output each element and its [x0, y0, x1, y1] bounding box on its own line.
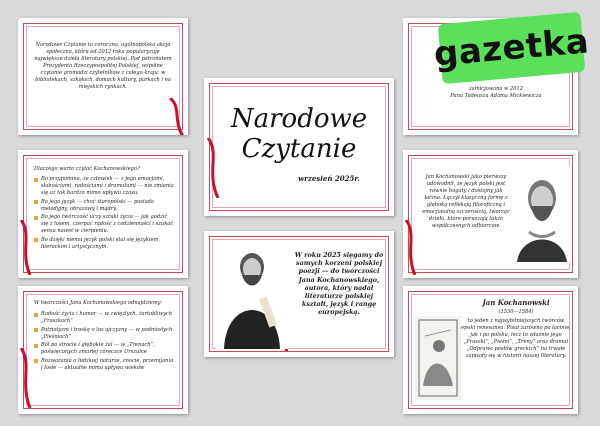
list-item: Rozważania o ludzkiej naturze, cnocie, przemijaniu i losie — aktualne mimo upływu wieków: [34, 358, 174, 372]
card-works: [18, 286, 188, 414]
list-item: Ból po stracie i głębokie żal — w „Trenach”, poświęconych zmarłej córeczce Urszulce: [34, 342, 174, 356]
badge-label: gazetka: [432, 21, 591, 75]
why-read-heading: Dlaczego warto czytać Kochanowskiego?: [34, 166, 140, 172]
card-why-read: [18, 150, 188, 278]
list-item: Radość życia i humor — w zwięzłych, żartobliwych „Fraszkach”: [34, 311, 174, 325]
card-bio: [403, 150, 578, 278]
name-years: (1530—1584): [498, 309, 534, 315]
top-right-text: [421, 86, 571, 100]
list-item: Bo jego twórczość uczy sztuki życia — jak godzić się z losem, czerpać radość z codzienności i szukać sensu nawet w cierpieniu.: [34, 214, 176, 235]
card-title: [204, 78, 394, 216]
top-right-line2: Pana Tadeusza Adama Mickiewicza: [450, 93, 542, 99]
title-date: wrzesień 2025r.: [298, 174, 360, 183]
name-text: to jeden z najwybitniejszych twórców epoki renesansu. Pisał zarówno po łacinie, jak i po polsku, lecz to właśnie jego „Fraszki”, „Pieśni”, „Treny” oraz dramat „Odprawa posłów greckich” na trwałe zapisały się w historii naszej literatury.: [461, 318, 571, 359]
works-heading: W twórczości Jana Kochanowskiego odnajdziemy:: [34, 300, 163, 306]
card-center: [204, 231, 394, 357]
card-name: [403, 286, 578, 414]
bio-text: Jan Kochanowski jako pierwszy udowodnił, że język polski jest równie bogaty i dostojny jak łacina. Łączył klasyczną formę z głęboką refleksją filozoficzną i emocjonalną szczerością, tworząc dzieła, które poruszają także współczesnych odbiorców.: [422, 174, 510, 229]
intro-text: Narodowe Czytanie to coroczna, ogólnopolska akcja społeczna, która od 2012 roku popularyzuje największe dzieła literatury polskiej. Pod patronatem Prezydenta Rzeczypospolitej Polskiej, wspólne czytanie gromadzi czytelników z całego kraju: w bibliotekach, szkołach, domach kultury, parkach i na miejskich rynkach.: [34, 42, 172, 90]
name-body: [461, 298, 571, 360]
card-intro: [18, 18, 188, 135]
list-item: Bo dzięki niemu język polski stał się językiem literackim i artystycznym.: [34, 237, 176, 251]
center-text: W roku 2025 sięgamy do samych korzeni polskiej poezji — do twórczości Jana Kochanowskiego, autora, który nadał literaturze polskiej kształt, język i rangę europejską.: [294, 251, 384, 317]
why-read-list: [34, 176, 176, 251]
portrait-kochanowski-image: [216, 245, 288, 349]
why-read-body: [34, 166, 176, 252]
name-heading: Jan Kochanowski: [482, 298, 550, 307]
top-right-line1: zainicjowana w 2012: [468, 86, 524, 92]
ribbon-decoration: [168, 98, 188, 135]
list-item: Bo przypomina, że człowiek — z jego emocjami, słabościami, radościami i dramatami — nie zmienia się aż tak bardzo mimo upływu czasu.: [34, 176, 176, 197]
engraving-image: [415, 316, 461, 400]
page-title-line1: Narodowe: [230, 104, 368, 134]
title-block: [214, 104, 384, 183]
list-item: Patriotyzm i troskę o los ojczyzny — w podniosłych „Pieśniach”: [34, 327, 174, 341]
list-item: Bo jego język — choć staropolski — posiada melodyjny, obrazowy i mądry.: [34, 199, 176, 213]
portrait-kochanowski-image: [513, 166, 571, 262]
works-body: [34, 300, 174, 373]
ribbon-decoration: [403, 220, 421, 275]
works-list: [34, 311, 174, 372]
gazetka-badge: [432, 12, 591, 84]
page-title-line2: Czytanie: [241, 134, 357, 164]
